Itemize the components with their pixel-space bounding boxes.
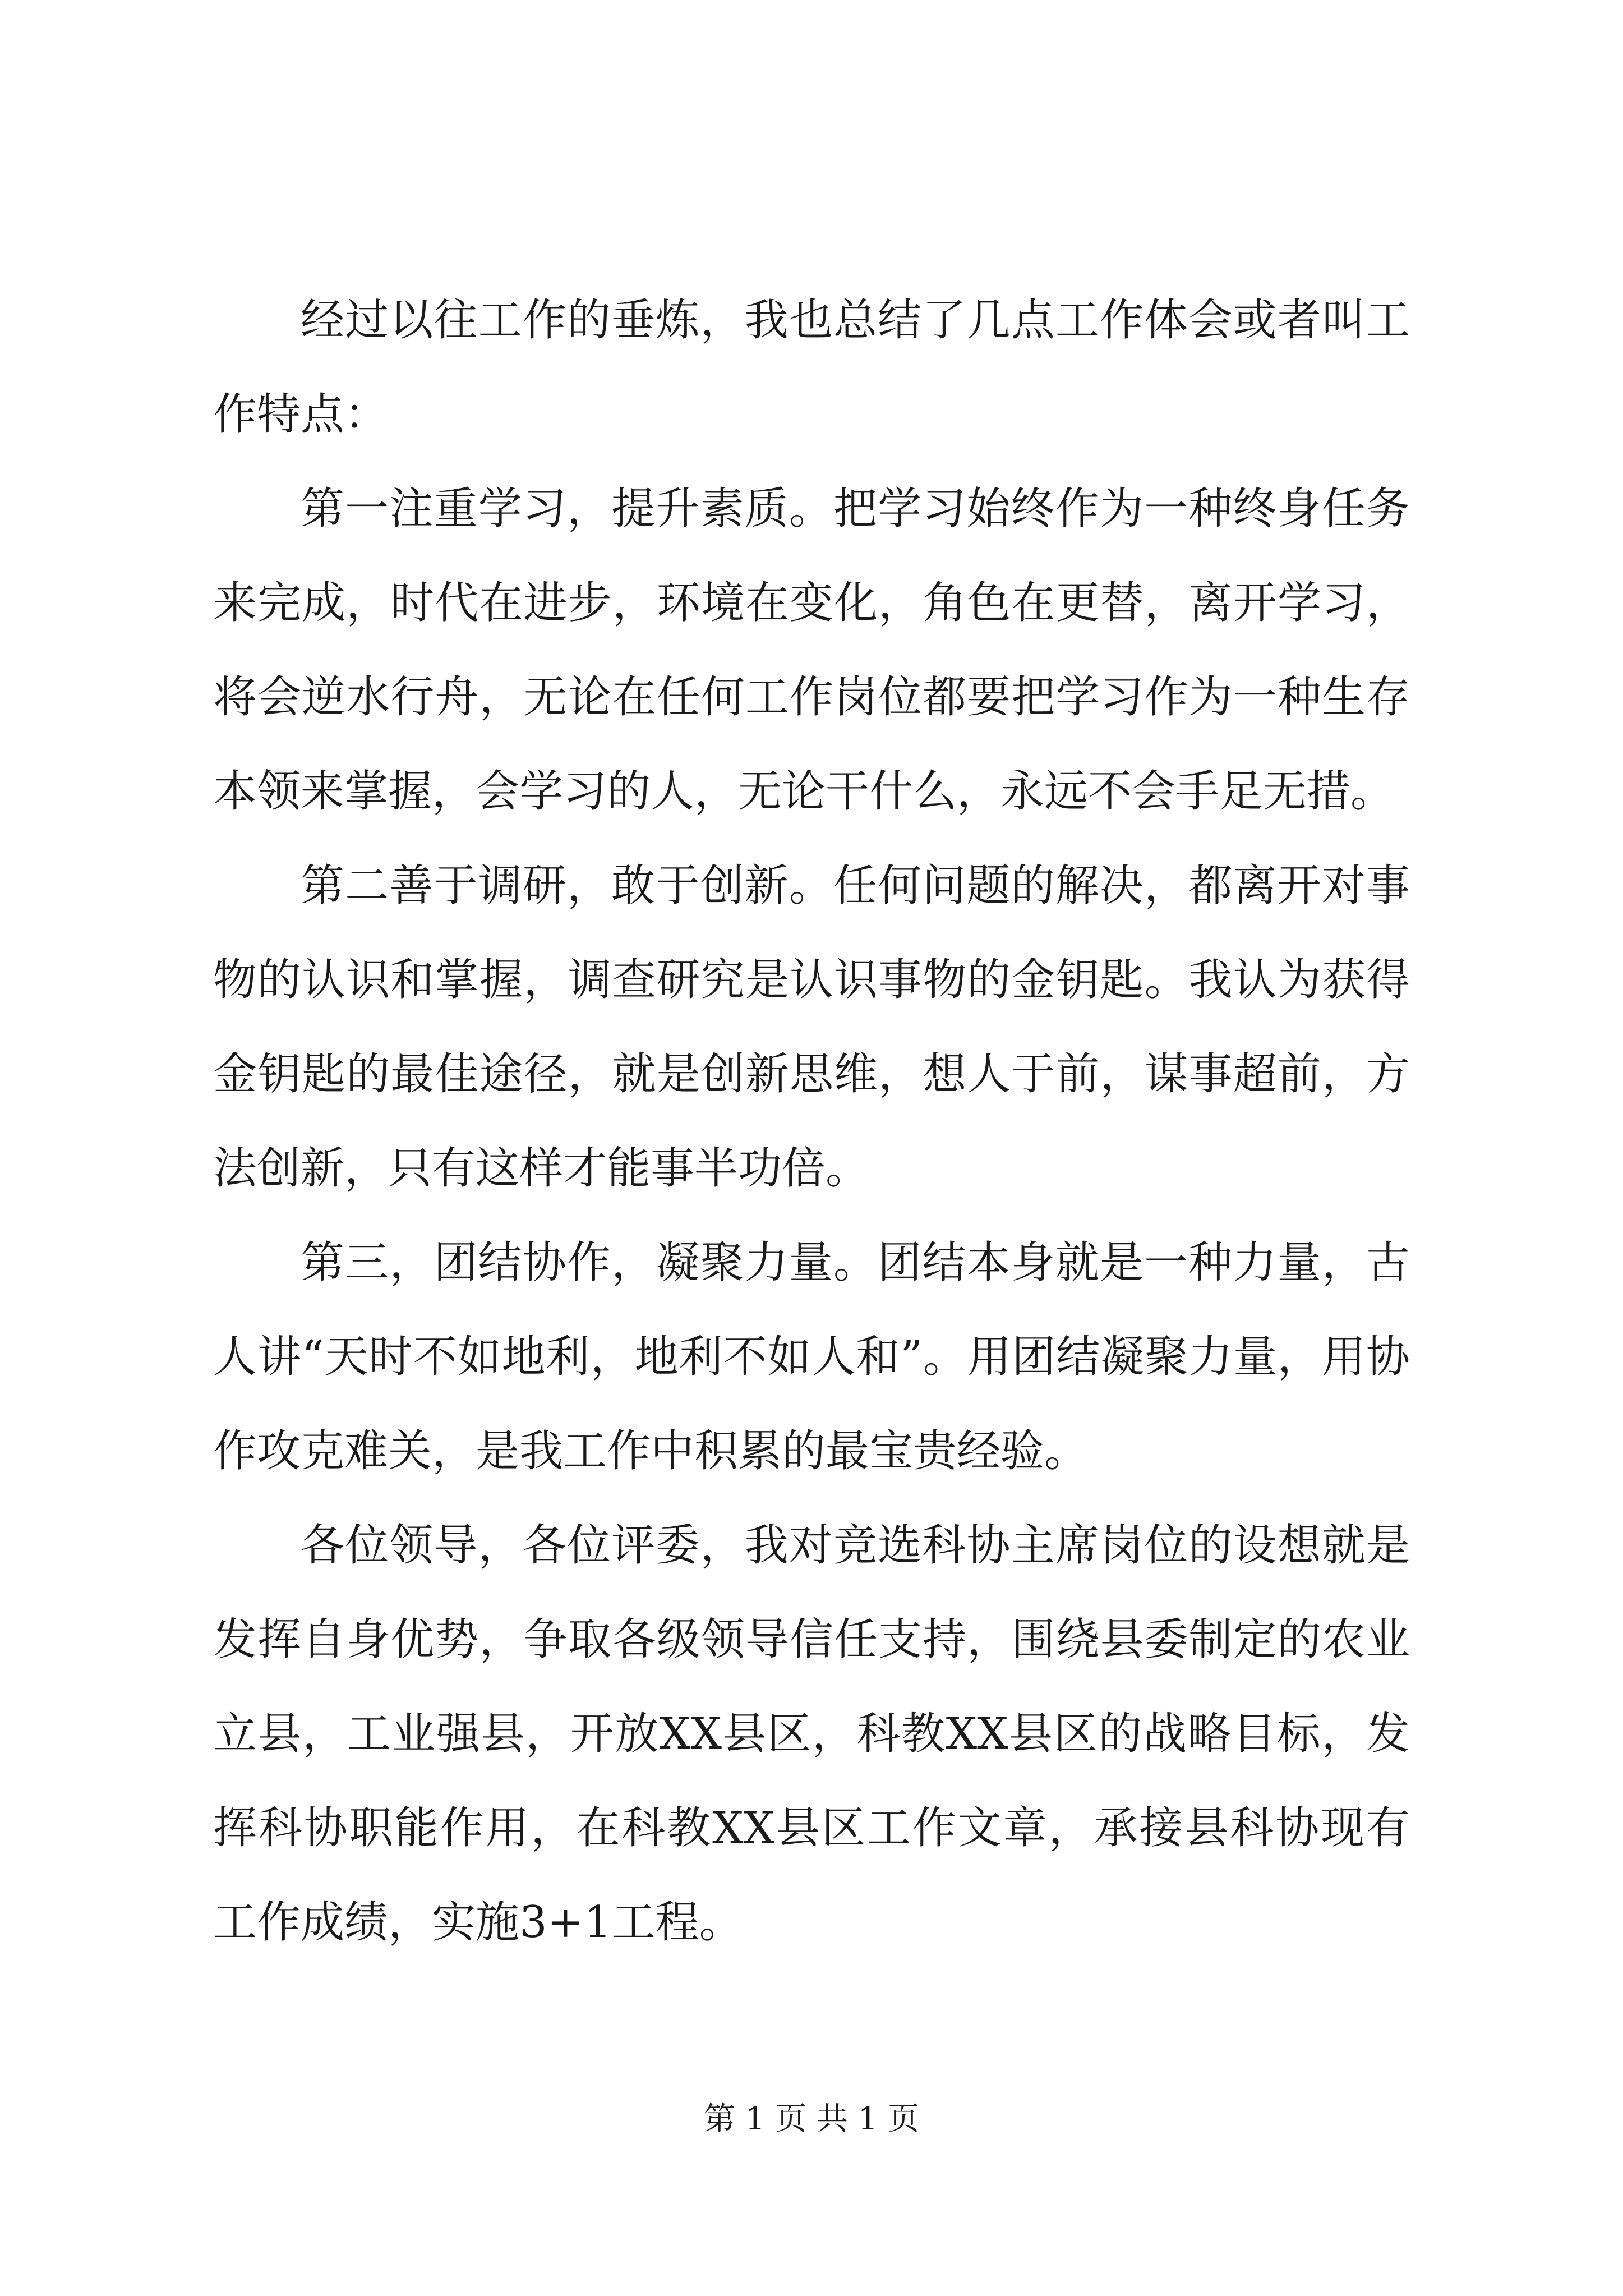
page-footer: 第 1 页 共 1 页 [703,2101,920,2137]
document-body [213,273,1410,1970]
paragraph-teamwork: 第三，团结协作，凝聚力量。团结本身就是一种力量，古人讲“天时不如地利，地利不如人和”。用团结凝聚力量，用协作攻克难关，是我工作中积累的最宝贵经验。 [213,1237,1410,1476]
paragraph-work-experience-intro: 经过以往工作的垂炼，我也总结了几点工作体会或者叫工作特点： [213,295,1410,440]
paragraph-focus-on-learning: 第一注重学习，提升素质。把学习始终作为一种终身任务来完成，时代在进步，环境在变化，角色在更替，离开学习，将会逆水行舟，无论在任何工作岗位都要把学习作为一种生存本领来掌握，会学习的人，无论干什么，永远不会手足无措。 [213,484,1410,817]
paragraph-research-innovation: 第二善于调研，敢于创新。任何问题的解决，都离开对事物的认识和掌握，调查研究是认识事物的金钥匙。我认为获得金钥匙的最佳途径，就是创新思维，想人于前，谋事超前，方法创新，只有这样才能事半功倍。 [213,861,1410,1194]
paragraph-campaign-vision: 各位领导，各位评委，我对竞选科协主席岗位的设想就是发挥自身优势，争取各级领导信任支持，围绕县委制定的农业立县，工业强县，开放XX县区，科教XX县区的战略目标，发挥科协职能作用，在科教XX县区工作文章，承接县科协现有工作成绩，实施3+1工程。 [213,1520,1410,1948]
